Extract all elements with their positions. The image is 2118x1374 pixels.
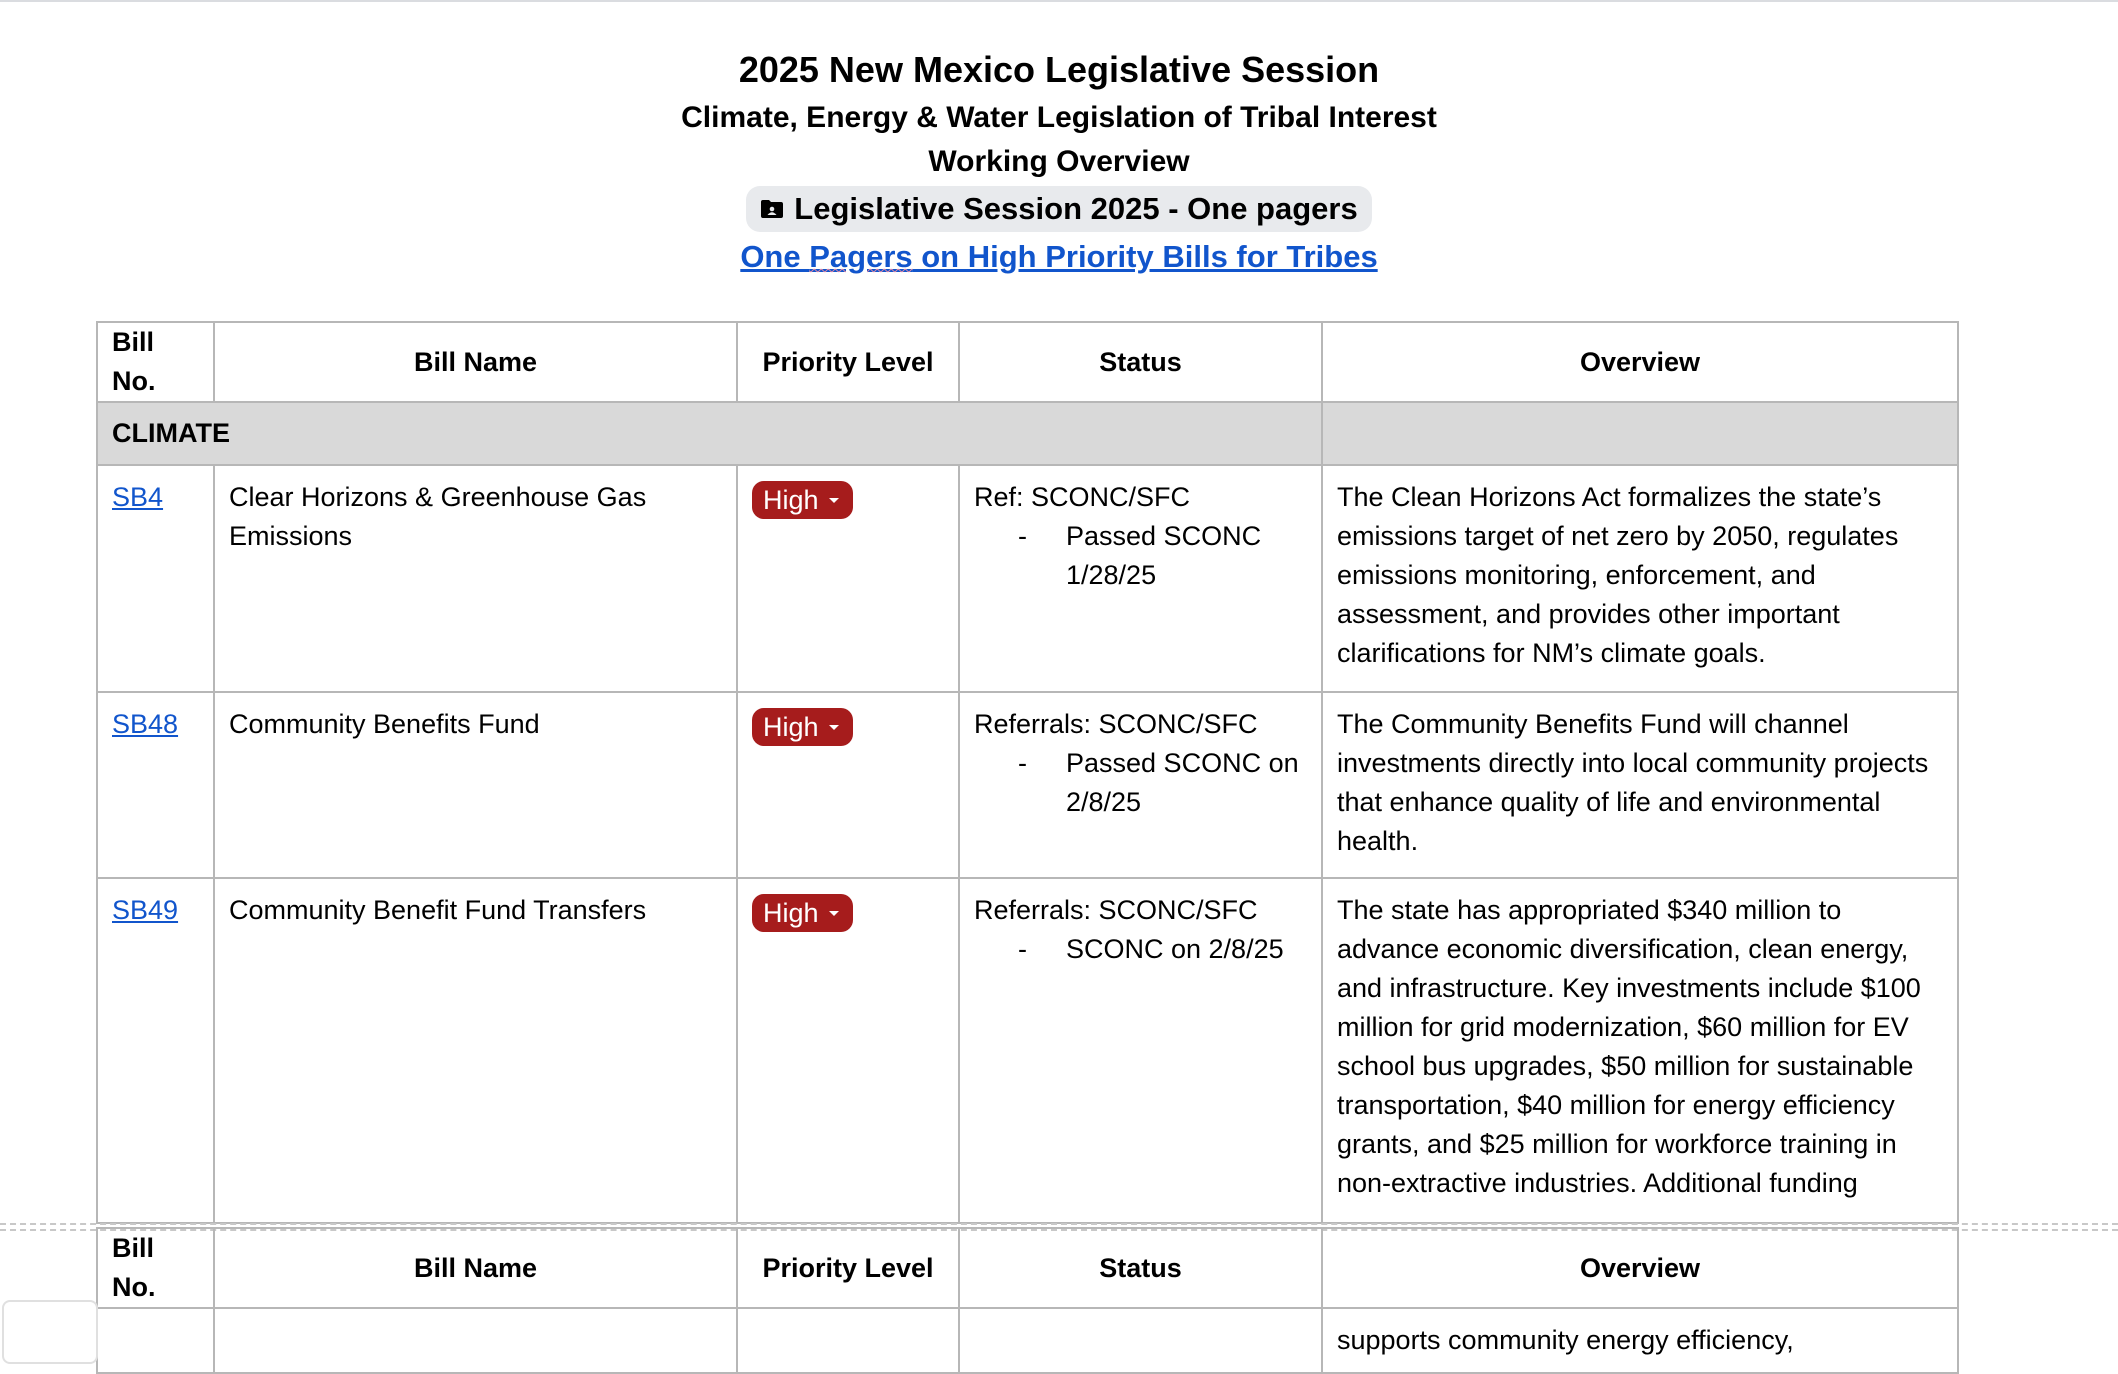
status-referral: Referrals: SCONC/SFC: [974, 895, 1258, 925]
priority-cell: [737, 1308, 959, 1373]
bill-no-cell: [97, 465, 214, 692]
priority-dropdown[interactable]: [752, 481, 853, 519]
header-bill-name: Bill Name: [214, 322, 737, 402]
overview-cell: The state has appropriated $340 million to advance economic diversification, clean energy, and infrastructure. Key investments include $100 million for grid modernization, $60 million for EV school bus upgrades, $50 million for sustainable transportation, $40 million for energy efficiency grants, and $25 million for workforce training in non-extractive industries. Additional funding: [1322, 878, 1958, 1223]
header-overview: Overview: [1322, 322, 1958, 402]
header-priority-level: Priority Level: [737, 322, 959, 402]
bill-name-cell: [214, 1308, 737, 1373]
priority-cell: [737, 465, 959, 692]
status-dash: -: [1018, 748, 1027, 778]
dropdown-caret-icon: [829, 911, 839, 916]
corner-widget[interactable]: [2, 1300, 98, 1364]
dropdown-caret-icon: [829, 725, 839, 730]
status-cell: [959, 1308, 1322, 1373]
section-empty-cell: [1322, 402, 1958, 465]
doc-title: 2025 New Mexico Legislative Session: [738, 49, 1380, 90]
bills-table: [96, 321, 1959, 1224]
header-status: Status: [959, 322, 1322, 402]
priority-dropdown[interactable]: [752, 894, 853, 932]
table-header-row: [97, 1228, 1958, 1308]
one-pagers-link[interactable]: [740, 239, 1377, 274]
shared-drive-folder-icon: [760, 199, 784, 219]
section-row-climate: [97, 402, 1958, 465]
header-bill-no: Bill No.: [97, 322, 214, 402]
status-dash: -: [1018, 934, 1027, 964]
spellcheck-word: Pagers: [809, 239, 913, 274]
bill-name-cell: Community Benefit Fund Transfers: [214, 878, 737, 1223]
header-overview: Overview: [1322, 1228, 1958, 1308]
table-row: [97, 692, 1958, 878]
status-referral: Referrals: SCONC/SFC: [974, 709, 1258, 739]
bill-no-cell: [97, 878, 214, 1223]
priority-label: High: [763, 485, 819, 515]
bill-link[interactable]: SB49: [112, 895, 179, 925]
bill-name-cell: Clear Horizons & Greenhouse Gas Emissions: [214, 465, 737, 692]
overview-cell: The Clean Horizons Act formalizes the state’s emissions target of net zero by 2050, regulates emissions monitoring, enforcement, and assessment, and provides other important clarifications for NM’s climate goals.: [1322, 465, 1958, 692]
header-priority-level: Priority Level: [737, 1228, 959, 1308]
overview-cell: The Community Benefits Fund will channel investments directly into local community projects that enhance quality of life and environmental health.: [1322, 692, 1958, 878]
status-dash: -: [1018, 521, 1027, 551]
priority-dropdown[interactable]: [752, 708, 853, 746]
one-pagers-link-part2: on High Priority Bills for Tribes: [912, 239, 1378, 274]
bill-no-cell: [97, 1308, 214, 1373]
drive-folder-chip-label: Legislative Session 2025 - One pagers: [794, 191, 1358, 226]
table-header-row: [97, 322, 1958, 402]
status-detail: Passed SCONC 1/28/25: [1066, 521, 1262, 590]
doc-subtitle-2: Working Overview: [928, 145, 1190, 178]
priority-label: High: [763, 712, 819, 742]
priority-label: High: [763, 898, 819, 928]
status-referral: Ref: SCONC/SFC: [974, 482, 1191, 512]
top-border: [0, 0, 2118, 2]
header-bill-no: Bill No.: [97, 1228, 214, 1308]
header-bill-name: Bill Name: [214, 1228, 737, 1308]
bill-link[interactable]: SB4: [112, 482, 164, 512]
bill-link[interactable]: SB48: [112, 709, 179, 739]
status-cell: [959, 692, 1322, 878]
table-row: [97, 1308, 1958, 1373]
table-row: [97, 878, 1958, 1223]
table-row: [97, 465, 1958, 692]
bill-name-cell: Community Benefits Fund: [214, 692, 737, 878]
one-pagers-link-part1: One: [740, 239, 810, 274]
header-status: Status: [959, 1228, 1322, 1308]
status-detail: SCONC on 2/8/25: [1066, 934, 1284, 964]
document-header: [0, 44, 2118, 280]
status-detail: Passed SCONC on 2/8/25: [1066, 748, 1299, 817]
dropdown-caret-icon: [829, 498, 839, 503]
section-label: CLIMATE: [97, 402, 1322, 465]
status-cell: [959, 465, 1322, 692]
bill-no-cell: [97, 692, 214, 878]
overview-cell: supports community energy efficiency,: [1322, 1308, 1958, 1373]
doc-subtitle: Climate, Energy & Water Legislation of Tribal Interest: [681, 101, 1437, 134]
drive-folder-chip[interactable]: [746, 186, 1371, 232]
priority-cell: [737, 878, 959, 1223]
bills-table-continued: [96, 1227, 1959, 1374]
priority-cell: [737, 692, 959, 878]
status-cell: [959, 878, 1322, 1223]
